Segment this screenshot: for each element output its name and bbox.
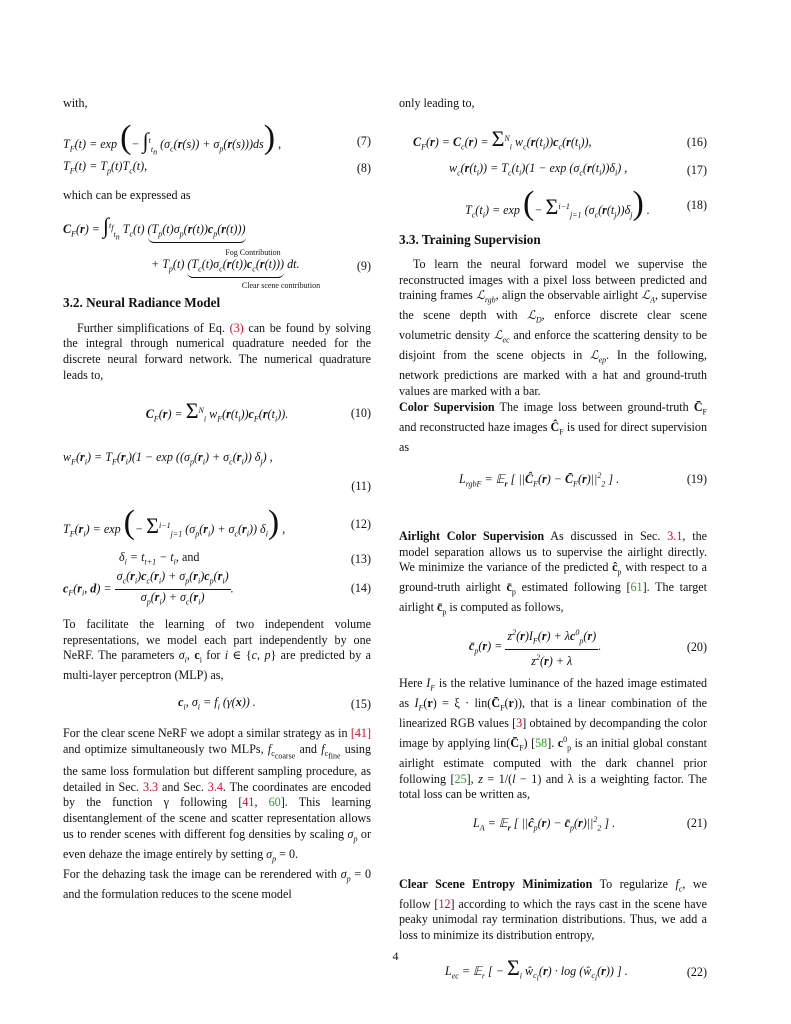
run-in-entropy: Clear Scene Entropy Minimization — [399, 876, 593, 891]
equation-20-body: $c̄_p(r)$ = $\frac{z^2(r)I_F(r) + \lambda c^0_p(r)}{z^2(r) + \lambda}$ . — [399, 625, 707, 670]
page-number: 4 — [392, 949, 399, 963]
paragraph-clear-scene: For the clear scene NeRF we adopt a similar strategy as in [41] and optimize simultaneously two MLPs, $f_{c_{coarse}}$ and $f_{c_{fine}}$ using the same loss formulation but different sampling procedure, as detailed in Sec. 3.3 and Sec. 3.4. The coordinates are encoded by the function γ following [41, 60]. This learning disentanglement of the scene and scatter representation allows us to render scenes with different fog densities by scaling $\sigma_p$ or even dehaze the image entirely by setting $\sigma_p = 0$. — [63, 725, 371, 863]
paragraph-dehaze: For the dehazing task the image can be rerendered with $\sigma_p = 0$ and the formulation reduces to the scene model — [63, 866, 371, 901]
ref-25[interactable]: 25 — [454, 771, 467, 786]
equation-9a-body: $C_F(r) = \int^{t_f}_{t_n}$ $T_c(t)$ $(T_p(t)\sigma_p(r(t))c_p(r(t)))$ Fog Contribution — [63, 217, 371, 260]
section-heading-3-3: 3.3. Training Supervision — [399, 231, 541, 247]
equation-7 — [63, 119, 371, 157]
equation-9b-body: + $T_p(t)$ $(T_c(t)\sigma_c(r(t))c_c(r(t)))$ dt. Clear scene contribution — [63, 257, 371, 294]
equation-14-number: (14) — [350, 581, 371, 596]
equation-12 — [63, 503, 371, 547]
equation-9-number: (9) — [356, 259, 371, 274]
section-heading-3-2: 3.2. Neural Radiance Model — [63, 295, 221, 311]
equation-8-number: (8) — [356, 160, 371, 175]
ref-sec-3-3[interactable]: 3.3 — [142, 779, 159, 794]
ref-41[interactable]: [41] — [350, 725, 371, 740]
equation-18-number: (18) — [686, 197, 707, 212]
equation-21 — [399, 811, 707, 837]
paragraph-color-supervision: Color Supervision The image loss between ground-truth $C̄_F$ and reconstructed haze images $Ĉ_F$ is used for direct supervision as — [399, 399, 707, 454]
equation-15-number: (15) — [350, 697, 371, 712]
run-in-airlight: Airlight Color Supervision — [399, 529, 545, 544]
equation-11-number: (11) — [351, 479, 371, 494]
right-column — [399, 96, 707, 990]
equation-9b — [63, 257, 371, 293]
equation-8-body: $T_F(t) = T_p(t)T_c(t)$, — [63, 158, 148, 175]
equation-14 — [63, 568, 371, 607]
paragraph-training: To learn the neural forward model we supervise the reconstructed images with a pixel loss between predicted and training frames ℒ$_{rgb}$, align the observable airlight ℒ$_A$, supervise the scene depth with ℒ$_D$, enforce discrete clear scene volumetric density ℒ$_{ec}$ and enforce the scattering density to be disjoint from the scene objects in ℒ$_{ep}$. In the following, network predictions are marked with a hat and ground-truth values are marked with a bar. — [399, 257, 708, 398]
equation-9a — [63, 213, 371, 257]
equation-8 — [63, 158, 371, 180]
equation-10 — [63, 397, 371, 431]
paragraph-with: with, — [63, 96, 88, 110]
equation-22-body: $L_{ec}$ = 𝔼$_r$ [ − $\Sigma_i$ $ŵ_{c_i}(r) \cdot \log$ $(ŵ_{c_i}(r))$ ] . — [445, 954, 628, 983]
equation-15-body: $c_i$, $\sigma_i = f_i$ (γ(x)) . — [178, 694, 256, 712]
equation-21-number: (21) — [686, 815, 707, 830]
paragraph-facilitate: To facilitate the learning of two independent volume representations, we model each part independently by one NeRF. The parameters $\sigma_i$, $c_i$ for i ∈ {c, p} are predicted by a multi-layer perceptron (MLP) as, — [63, 617, 372, 683]
paragraph-airlight: Airlight Color Supervision As discussed in Sec. 3.1, the model separation allows us to supervise the airlight directly. We minimize the variance of the predicted $ĉ_p$ with respect to a ground-truth airlight $c̄_p$ estimated following [61]. The target airlight $c̄_p$ is computed as follows, — [399, 529, 707, 617]
equation-7-body: $T_F(t) = \exp$ (− ∫$^t_{t_n}$ $(\sigma_c(r(s)) + \sigma_p(r(s)))ds$) , — [63, 119, 282, 157]
equation-14-body: $c_F(r_i$, d) = $\frac{\sigma_c(r_i)c_c(r_i) + \sigma_p(r_i)c_p(r_i)}{\sigma_p(r_i) + \sigma_c(r_i)}$ . — [63, 568, 234, 607]
paragraph-only: only leading to, — [399, 96, 475, 110]
equation-11-body: $w_F(r_i) = T_F(r_i)(1 - \exp ((\sigma_p(r_i) + \sigma_c(r_i))$ $\delta_j$) , — [63, 450, 273, 467]
equation-17-number: (17) — [686, 162, 707, 177]
equation-11-number-row — [63, 479, 371, 495]
equation-16 — [399, 126, 707, 160]
left-column — [63, 96, 371, 902]
ref-41b[interactable]: 41 — [242, 795, 255, 810]
equation-18 — [399, 184, 707, 228]
clear-label: Clear scene contribution — [241, 281, 321, 291]
fog-brace: $(T_p(t)\sigma_p(r(t))c_p(r(t)))$ — [148, 222, 246, 243]
equation-21-body: $L_A$ = 𝔼$_r$ [ $||ĉ_p(r)$ − $c̄_p(r)||^2_2$ ] . — [473, 814, 616, 833]
paragraph-entropy: Clear Scene Entropy Minimization To regularize $f_c$, we follow [12] according to which the rays cast in the scene have peaky unimodal ray termination distributions. Thus, we add a loss to minimize its distribution entropy, — [399, 876, 707, 942]
run-in-color-supervision: Color Supervision — [399, 399, 495, 414]
fog-label: Fog Contribution — [225, 247, 281, 257]
equation-19 — [399, 467, 707, 493]
equation-13-number: (13) — [350, 552, 371, 567]
equation-20-number: (20) — [686, 639, 707, 654]
equation-12-body: $T_F(r_i) = \exp$ (− $\Sigma^{i-1}_{j=1}$ $(\sigma_p(r_i) + \sigma_c(r_i))$ $\delta_i$) , — [63, 504, 286, 542]
ref-sec-3-1[interactable]: 3.1 — [667, 529, 683, 544]
equation-10-number: (10) — [350, 406, 371, 421]
equation-20 — [399, 628, 707, 669]
equation-12-number: (12) — [350, 517, 371, 532]
ref-eq-3[interactable]: (3) — [229, 320, 244, 335]
clear-brace: $(T_c(t)\sigma_c(r(t))c_c(r(t)))$ — [187, 257, 284, 278]
paragraph-here: Here $I_F$ is the relative luminance of the hazed image estimated as $I_F(r) = \xi$ · $lin(C̄_F(r))$, that is a linear combination of the linearized RGB values [3] obtained by decompanding the color image by applying $lin(C̄_F)$ [58]. $c^0_p$ is an initial global constant airlight estimate computed with the dark channel prior following [25], z = 1/(l − 1) and λ is a weighting factor. The total loss can be written as, — [399, 676, 707, 802]
equation-19-body: $L_{rgbF}$ = 𝔼$_r$ [ $||Ĉ_F(r)$ − $C̄_F(r)||^2_2$ ] . — [459, 471, 620, 489]
ref-sec-3-4[interactable]: 3.4 — [207, 779, 223, 794]
equation-19-number: (19) — [686, 472, 707, 487]
equation-17 — [399, 160, 707, 182]
equation-15 — [63, 694, 371, 716]
ref-58[interactable]: 58 — [535, 735, 548, 750]
equation-16-number: (16) — [686, 134, 707, 149]
paragraph-expressed: which can be expressed as — [63, 187, 191, 202]
equation-22-number: (22) — [686, 964, 707, 979]
equation-18-body: $T_c(t_i) = \exp$ (− $\Sigma^{i-1}_{j=1}$ $(\sigma_c(r(t_j))\delta_j)$ . — [465, 184, 650, 222]
equation-16-body: $C_F(r) = C_c(r) = \Sigma^N_i$ $w_c(r(t_i))c_c(r(t_i))$, — [413, 126, 592, 152]
paragraph-further: Further simplifications of Eq. (3) can be found by solving the integral through numerical quadrature needed for the discrete neural forward network. The numerical quadrature leads to, — [63, 320, 371, 382]
equation-13-body: $\delta_i = t_{t+1} - t_i$, and — [119, 550, 200, 567]
ref-3[interactable]: 3 — [516, 716, 523, 731]
equation-17-body: $w_c(r(t_i)) = T_c(t_i)(1 - \exp (\sigma_c(r(t_i))\delta_i)$ , — [449, 160, 628, 177]
ref-61[interactable]: 61 — [630, 580, 643, 595]
ref-60[interactable]: 60 — [268, 795, 281, 810]
ref-12[interactable]: 12 — [438, 896, 451, 911]
equation-10-body: $C_F(r) = \Sigma^N_i$ $w_F(r(t_i))c_F(r(t_i))$. — [145, 397, 289, 424]
equation-11 — [63, 449, 371, 471]
equation-7-number: (7) — [356, 133, 371, 148]
